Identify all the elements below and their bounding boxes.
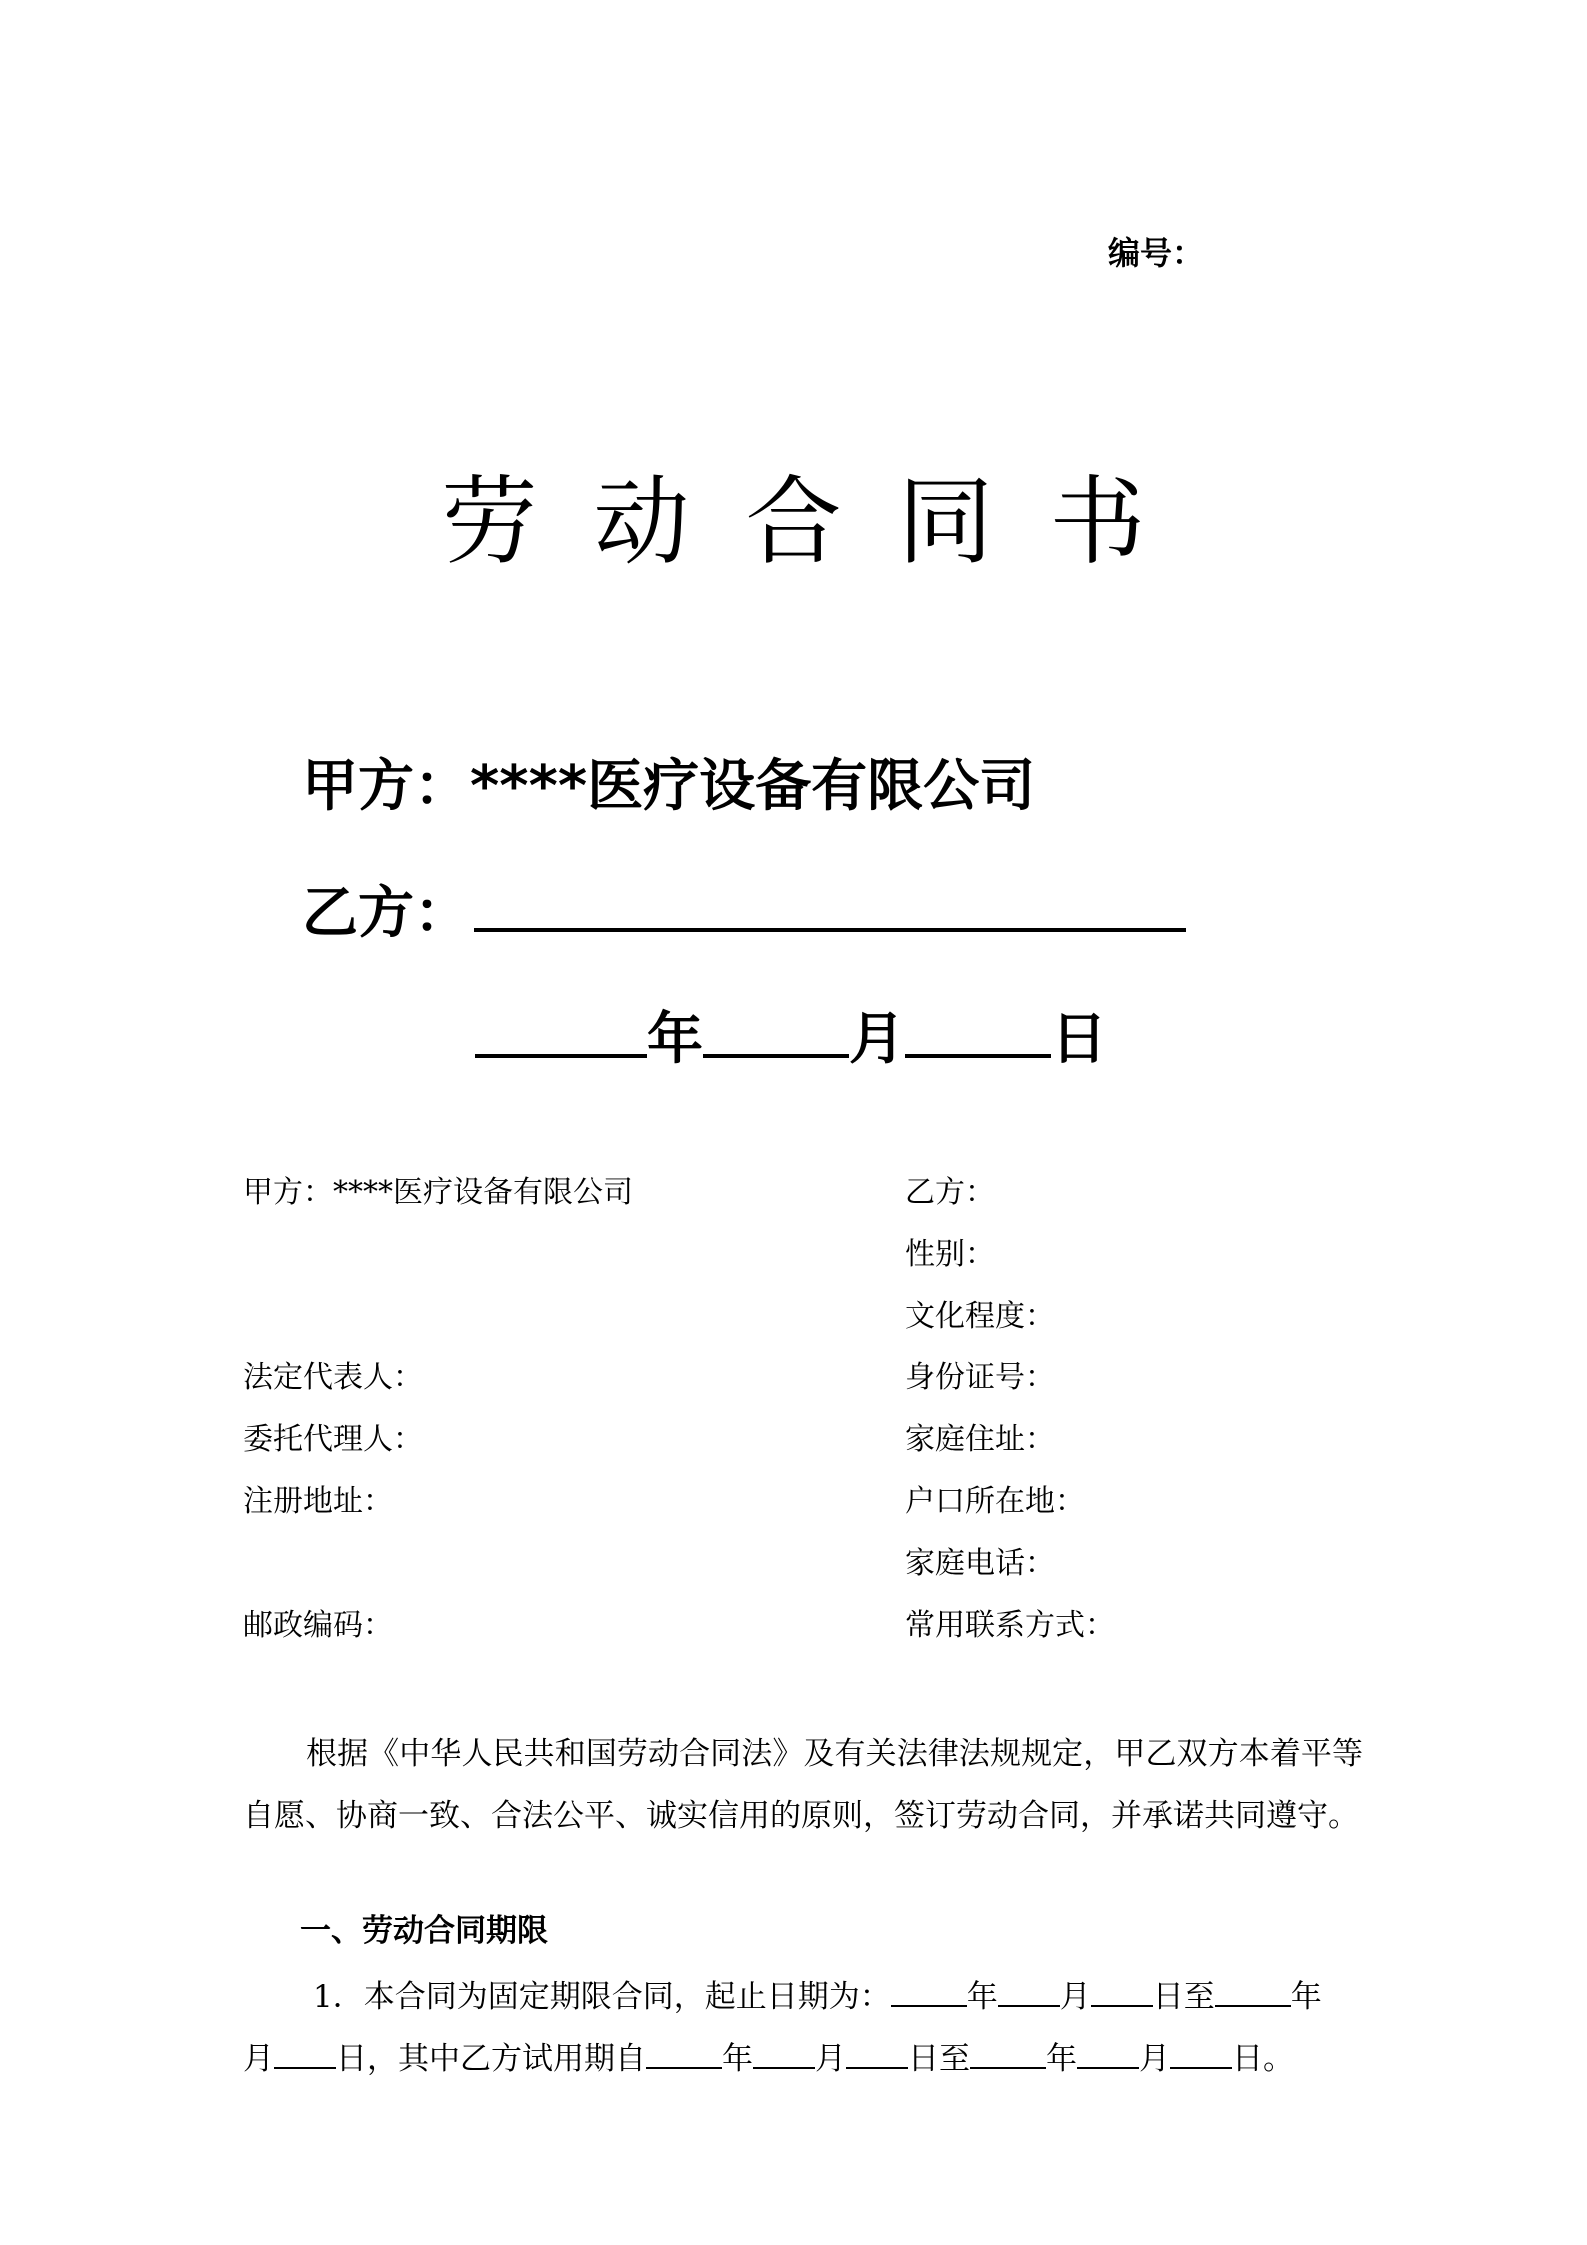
- cover-party-b: [302, 872, 1186, 949]
- blank: [1170, 2039, 1232, 2069]
- blank: [891, 1977, 967, 2007]
- cover-party-b-label: 乙方：: [302, 881, 470, 946]
- clause-1: [243, 1966, 1363, 2090]
- party-a-reg-address: 注册地址：: [243, 1484, 393, 1519]
- party-b-blank-line: [474, 872, 1186, 932]
- party-a-legal-rep: 法定代表人：: [243, 1360, 423, 1395]
- document-number-label: 编号：: [1108, 234, 1205, 272]
- month-blank: [703, 998, 849, 1058]
- clause-day-to: 日至: [1152, 1979, 1215, 2015]
- clause-1-prefix: 1．本合同为固定期限合同，起止日期为：: [313, 1979, 891, 2015]
- cover-date-line: [475, 998, 1107, 1075]
- clause-day-to: 日至: [908, 2041, 970, 2077]
- document-title: 劳动合同书: [441, 466, 1202, 578]
- party-a-name: 甲方：****医疗设备有限公司: [243, 1175, 633, 1210]
- day-blank: [905, 998, 1051, 1058]
- clause-day: 日: [336, 2041, 367, 2077]
- clause-month: 月: [1059, 1979, 1091, 2015]
- clause-month: 月: [243, 2041, 274, 2077]
- blank: [846, 2039, 908, 2069]
- party-a-agent: 委托代理人：: [243, 1422, 423, 1457]
- clause-month: 月: [815, 2041, 846, 2077]
- clause-year: 年: [722, 2041, 753, 2077]
- party-b-contact: 常用联系方式：: [905, 1608, 1115, 1643]
- party-b-education: 文化程度：: [905, 1299, 1055, 1334]
- party-a-postal-code: 邮政编码：: [243, 1608, 393, 1643]
- party-b-name: 乙方：: [905, 1175, 995, 1210]
- day-label: 日: [1051, 1007, 1107, 1072]
- clause-year: 年: [966, 1979, 998, 2015]
- month-label: 月: [849, 1007, 905, 1072]
- clause-month: 月: [1139, 2041, 1170, 2077]
- blank: [998, 1977, 1060, 2007]
- party-b-gender: 性别：: [905, 1237, 995, 1272]
- intro-paragraph: 根据《中华人民共和国劳动合同法》及有关法律法规规定，甲乙双方本着平等自愿、协商一致、合法公平、诚实信用的原则，签订劳动合同，并承诺共同遵守。: [243, 1736, 1363, 1834]
- blank: [970, 2039, 1046, 2069]
- blank: [753, 2039, 815, 2069]
- blank: [1091, 1977, 1153, 2007]
- blank: [646, 2039, 722, 2069]
- clause-year: 年: [1046, 2041, 1077, 2077]
- party-b-hukou: 户口所在地：: [905, 1484, 1085, 1519]
- year-blank: [475, 998, 647, 1058]
- blank: [1215, 1977, 1291, 2007]
- party-b-home-phone: 家庭电话：: [905, 1546, 1055, 1581]
- year-label: 年: [647, 1007, 703, 1072]
- clause-probation: ，其中乙方试用期自: [367, 2041, 646, 2077]
- blank: [274, 2039, 336, 2069]
- section-1-heading: 一、劳动合同期限: [300, 1913, 548, 1949]
- party-b-home-address: 家庭住址：: [905, 1422, 1055, 1457]
- cover-party-a: 甲方：****医疗设备有限公司: [302, 754, 1036, 819]
- clause-end: 日。: [1232, 2041, 1294, 2077]
- party-b-id-number: 身份证号：: [905, 1360, 1055, 1395]
- blank: [1077, 2039, 1139, 2069]
- clause-year: 年: [1290, 1979, 1322, 2015]
